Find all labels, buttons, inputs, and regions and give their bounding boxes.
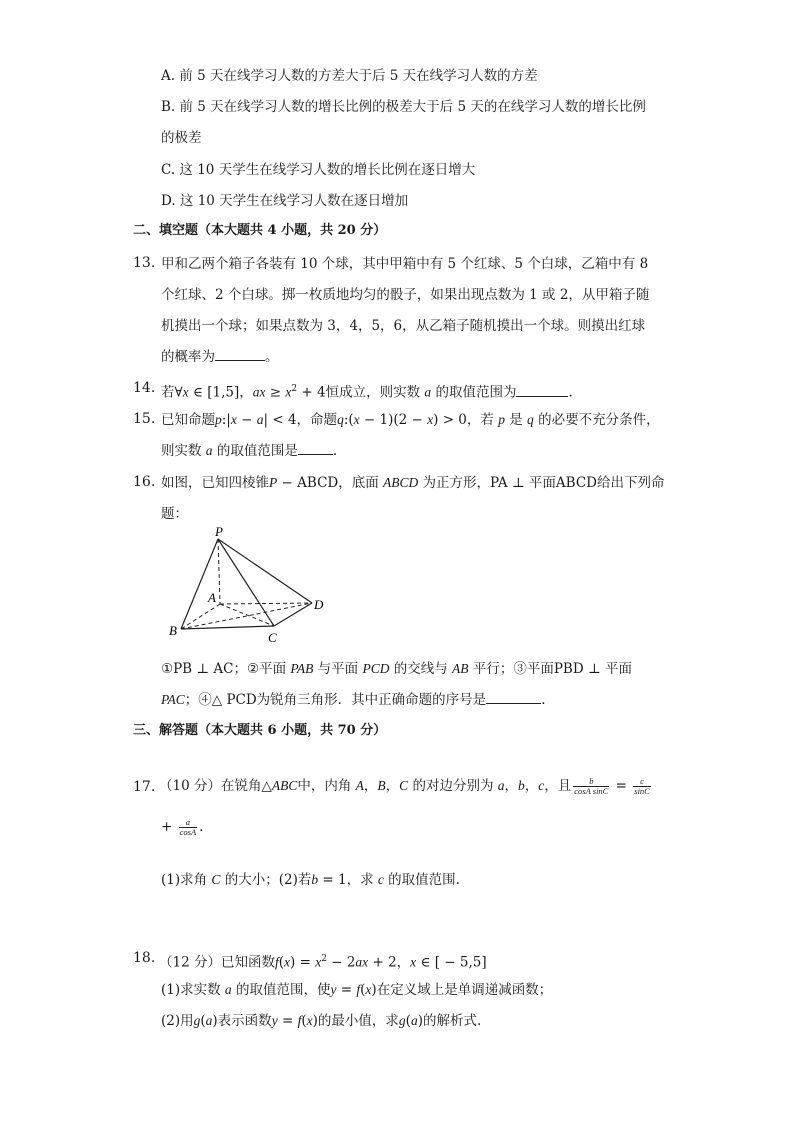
q18-text: )的最小值，求	[312, 1013, 399, 1029]
q17-var: a	[497, 778, 505, 793]
q16-var: AB	[452, 661, 469, 676]
q15-text: 是	[504, 412, 528, 428]
q14-text: 的取值范围为	[431, 384, 517, 401]
q17-text: ，	[504, 778, 519, 794]
q18-text: )表示函数	[212, 1013, 272, 1029]
q17-var: B	[377, 778, 386, 793]
q17-text: 的对边分别为	[408, 778, 498, 794]
q15-text: 已知命题	[161, 412, 215, 428]
q18-text: (1)求实数	[161, 982, 225, 998]
q15-line1	[161, 411, 660, 429]
q16-var: P	[269, 475, 278, 490]
q14-var: ax	[252, 384, 266, 400]
fraction-denominator: sinC	[634, 786, 650, 796]
q15-text: :|	[221, 412, 231, 428]
q13-text: 的概率为	[161, 349, 215, 365]
option-d: D. 这 10 天学生在线学习人数在逐日增加	[161, 193, 409, 209]
q17-var: A	[355, 778, 364, 793]
q15-text: ) > 0，若	[433, 412, 499, 428]
q17-text: 的取值范围.	[383, 872, 460, 888]
q18-var: ax	[355, 954, 369, 970]
q18-line2	[161, 981, 552, 999]
q18-text: （12 分）已知函数	[159, 954, 275, 971]
q17-var: C	[399, 778, 409, 793]
answer-blank[interactable]	[516, 384, 568, 397]
q18-text: − 2	[326, 954, 356, 971]
q14-var: x	[285, 384, 292, 400]
q14-var: x	[182, 384, 189, 400]
edge-pd	[218, 539, 312, 603]
label-a: A	[208, 590, 216, 605]
q17-text: ，	[385, 778, 400, 794]
label-d: D	[314, 597, 324, 612]
q14-exponent: 2	[291, 384, 298, 394]
q17-var: b	[518, 778, 525, 793]
q13-line2: 个红球、2 个白球。掷一枚质地均匀的骰子，如果出现点数为 1 或 2，从甲箱子随	[161, 287, 650, 303]
q17-var: C	[211, 872, 221, 887]
q18-exponent: 2	[321, 954, 327, 964]
q18-var: f	[297, 1013, 302, 1028]
q17-var: ABC	[271, 778, 298, 793]
edge-ab-hidden	[181, 604, 220, 629]
q18-text: )的解析式.	[417, 1013, 482, 1029]
edge-pc	[218, 539, 274, 626]
q16-text: 平行；③平面PBD ⊥ 平面	[468, 661, 632, 677]
q17-equals: =	[611, 778, 632, 794]
q17-line2	[161, 818, 203, 837]
section-heading-answers: 三、解答题（本大题共 6 小题，共 70 分）	[133, 723, 387, 738]
q18-text: (2)用	[161, 1013, 194, 1029]
q18-text: )在定义域上是单调递减函数；	[371, 982, 553, 998]
q17-text: = 1，求	[318, 872, 378, 888]
q16-line1	[161, 474, 665, 492]
answer-blank[interactable]	[486, 691, 541, 704]
q18-var: a	[205, 1013, 213, 1028]
q18-text: ) =	[290, 954, 316, 971]
label-b: B	[169, 623, 177, 638]
q18-var: x	[315, 954, 322, 970]
q18-var: a	[410, 1013, 418, 1028]
q18-text: (	[301, 1013, 307, 1029]
q17-text: 中，内角	[297, 778, 356, 794]
q16-text: 的交线与	[389, 661, 453, 677]
q17-text: ，	[363, 778, 378, 794]
q18-text: ∈ [ − 5,5]	[416, 954, 487, 971]
edge-pa-hidden	[218, 539, 220, 604]
fraction	[633, 777, 651, 796]
q16-text: ；④△ PCD为锐角三角形．其中正确命题的序号是	[184, 692, 487, 708]
q15-text: 的必要不充分条件，	[533, 412, 660, 428]
q18-var: g	[398, 1013, 406, 1028]
q17-var: b	[311, 872, 319, 887]
q13-line4	[161, 348, 279, 366]
q14-line	[161, 380, 573, 402]
q16-text: 为正方形，PA ⊥ 平面ABCD给出下列命	[418, 475, 665, 491]
q16-period: .	[541, 692, 546, 708]
q17-text: （10 分）在锐角△	[159, 778, 272, 794]
edge-ad-hidden	[220, 603, 312, 604]
q18-var: y	[330, 982, 337, 997]
q15-text: | < 4，命题	[263, 412, 338, 428]
q18-var: f	[356, 982, 361, 997]
question-number: 14.	[133, 380, 156, 396]
q18-text: + 2，	[368, 954, 411, 971]
option-b-line1: B. 前 5 天在线学习人数的增长比例的极差大于后 5 天的在线学习人数的增长比例	[161, 99, 646, 115]
option-c: C. 这 10 天学生在线学习人数的增长比例在逐日增大	[161, 162, 476, 178]
q14-var: a	[424, 384, 432, 400]
q18-var: f	[274, 954, 279, 970]
fraction	[179, 818, 198, 837]
q16-var: PAB	[290, 661, 314, 676]
q17-period: .	[199, 819, 204, 835]
q13-period: 。	[265, 349, 279, 365]
q17-line3	[161, 871, 460, 889]
q17-text: +	[161, 819, 177, 835]
q16-line3	[161, 660, 632, 678]
q14-text: 若∀	[161, 384, 183, 401]
q17-text: (1)求角	[161, 872, 212, 888]
fraction-denominator: cosA sinC	[574, 786, 609, 796]
q16-text: ①PB ⊥ AC；②平面	[161, 661, 291, 677]
q16-line4	[161, 691, 545, 709]
q18-var: x	[410, 954, 417, 970]
q15-var: p	[498, 412, 505, 427]
pyramid-figure	[166, 526, 336, 651]
q15-line2	[161, 442, 337, 460]
q16-text: 如图，已知四棱锥	[161, 475, 269, 491]
q14-text: ≥	[265, 384, 286, 401]
fraction-numerator: c	[633, 777, 651, 787]
q15-text: 的取值范围是	[212, 443, 298, 459]
fraction-denominator: cosA	[179, 827, 197, 837]
q14-period: .	[568, 384, 573, 401]
q16-line2: 题：	[161, 506, 188, 522]
q18-text: (	[405, 1013, 411, 1029]
answer-blank[interactable]	[215, 348, 265, 361]
question-number: 16.	[133, 474, 156, 490]
edge-pb	[181, 539, 218, 629]
q13-line1: 甲和乙两个箱子各装有 10 个球，其中甲箱中有 5 个红球、5 个白球，乙箱中有 8	[161, 256, 649, 272]
q15-var: a	[256, 412, 264, 427]
q15-text: − 1)(2 −	[359, 412, 428, 428]
diag-ac-hidden	[220, 604, 274, 626]
q16-var: PAC	[161, 692, 185, 707]
q18-text: =	[336, 982, 357, 998]
question-number: 13.	[133, 255, 156, 271]
question-number: 18.	[133, 950, 156, 966]
q17-text: ，且	[544, 778, 572, 794]
q18-line3	[161, 1012, 481, 1030]
q15-var: p	[215, 412, 222, 427]
q13-line3: 机摸出一个球；如果点数为 3，4，5，6，从乙箱子随机摸出一个球。则摸出红球	[161, 318, 646, 334]
q16-text: 与平面	[313, 661, 363, 677]
q16-text: − ABCD，底面	[277, 475, 384, 491]
fraction-numerator: a	[179, 818, 198, 828]
section-heading-fill-in: 二、填空题（本大题共 4 小题，共 20 分）	[133, 223, 387, 238]
q18-var: g	[193, 1013, 201, 1028]
q18-text: =	[277, 1013, 298, 1029]
q15-period: .	[332, 443, 338, 459]
q18-line1	[159, 950, 487, 972]
q15-var: q	[337, 412, 344, 427]
answer-blank[interactable]	[298, 442, 333, 455]
option-a: A. 前 5 天在线学习人数的方差大于后 5 天在线学习人数的方差	[161, 68, 538, 84]
label-c: C	[268, 630, 277, 645]
q18-var: x	[306, 1013, 313, 1028]
q15-var: q	[527, 412, 534, 427]
q18-text: 的取值范围，使	[231, 982, 331, 998]
q15-text: 则实数	[161, 443, 206, 459]
q15-var: a	[205, 443, 213, 458]
q14-text: + 4恒成立，则实数	[297, 384, 425, 401]
label-p: P	[215, 526, 223, 539]
q17-text: ，	[524, 778, 539, 794]
q15-var: x	[230, 412, 237, 427]
q18-text: (	[360, 982, 366, 998]
q16-var: PCD	[362, 661, 390, 676]
question-number: 17.	[133, 779, 156, 795]
q17-line1	[159, 777, 653, 796]
question-number: 15.	[133, 411, 156, 427]
fraction	[573, 777, 609, 796]
q18-text: (	[278, 954, 285, 971]
option-b-line2: 的极差	[161, 130, 202, 146]
q18-text: (	[200, 1013, 206, 1029]
q17-text: 的大小；(2)若	[220, 872, 312, 888]
q18-var: x	[365, 982, 372, 997]
q18-var: y	[271, 1013, 278, 1028]
q15-var: x	[427, 412, 434, 427]
fraction-numerator: b	[573, 777, 609, 787]
q17-var: c	[377, 872, 384, 887]
q17-var: c	[538, 778, 545, 793]
q15-text: −	[236, 412, 257, 428]
q14-text: ∈ [1,5]，	[188, 384, 253, 401]
q16-var: ABCD	[383, 475, 419, 490]
q15-text: :(	[343, 412, 354, 428]
q18-var: a	[224, 982, 232, 997]
q15-var: x	[353, 412, 360, 427]
q18-var: x	[284, 954, 291, 970]
